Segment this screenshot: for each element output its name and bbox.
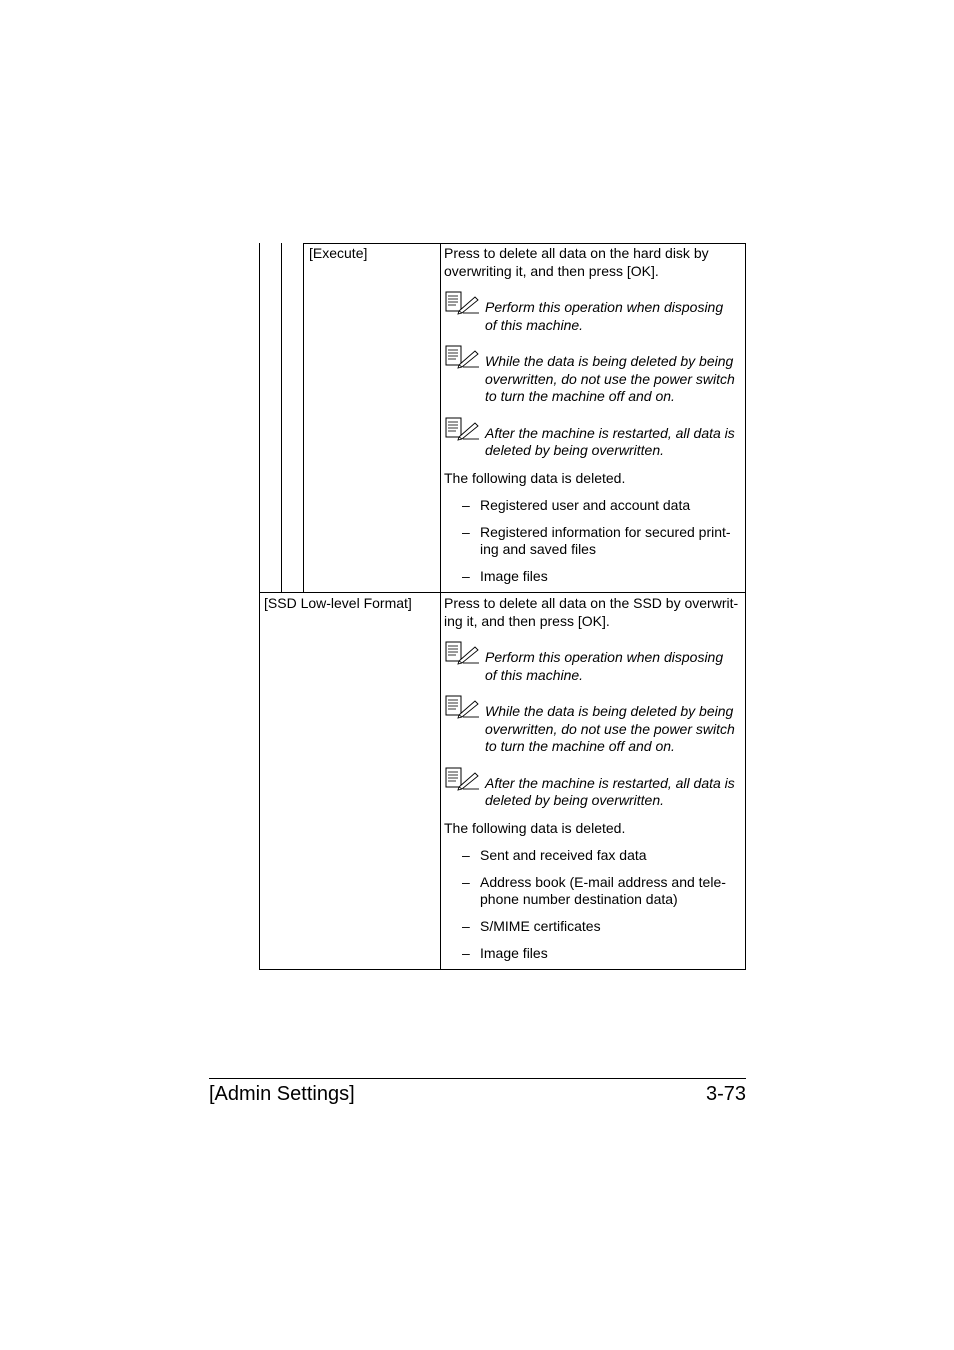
intro-line: ing it, and then press [OK]. <box>444 612 610 629</box>
note-pencil-icon <box>445 641 481 665</box>
description-intro <box>444 595 746 630</box>
note-text: Perform this operation when disposing of this machine. <box>485 299 724 333</box>
note-pencil-icon <box>445 767 481 791</box>
note-text: While the data is being deleted by being overwritten, do not use the power switch to turn the machine off and on. <box>485 353 735 404</box>
note-text: After the machine is restarted, all data is deleted by being overwritten. <box>485 774 735 808</box>
list-item: – S/MIME certificates <box>462 918 601 934</box>
note-pencil-icon <box>445 291 481 315</box>
setting-description-execute <box>444 245 746 586</box>
note <box>444 417 746 460</box>
dash-bullet: – <box>462 496 470 513</box>
list-item: – Sent and received fax data <box>462 846 647 863</box>
indent-border-2 <box>303 243 304 592</box>
table-row-ssd-low-level-format <box>259 593 746 970</box>
deleted-data-list <box>444 497 746 586</box>
deleted-data-intro: The following data is deleted. <box>444 819 626 836</box>
page-footer <box>209 1078 746 1109</box>
footer-page-number: 3-73 <box>705 1083 746 1105</box>
list-item: – Image files <box>462 945 548 961</box>
settings-table <box>259 243 746 970</box>
note <box>444 291 746 334</box>
setting-label-ssd-low-level-format: [SSD Low-level Format] <box>264 595 412 611</box>
dash-bullet: – <box>462 846 470 863</box>
dash-bullet: – <box>462 918 470 934</box>
dash-bullet: – <box>462 523 470 540</box>
note-text: Perform this operation when disposing of this machine. <box>485 649 724 683</box>
dash-bullet: – <box>462 873 470 890</box>
note <box>444 641 746 684</box>
setting-description-ssd <box>444 595 746 963</box>
row-top-border <box>303 243 746 244</box>
list-item: – Address book (E-mail address and tele- phone number destination data) <box>462 873 726 907</box>
note <box>444 695 746 756</box>
column-divider <box>440 593 441 969</box>
note-pencil-icon <box>445 417 481 441</box>
note-text: After the machine is restarted, all data is deleted by being overwritten. <box>485 424 735 458</box>
setting-label-execute: [Execute] <box>309 245 368 261</box>
list-item: – Image files <box>462 568 548 584</box>
note-pencil-icon <box>445 695 481 719</box>
intro-line: Press to delete all data on the hard disk by <box>444 245 709 261</box>
deleted-data-intro: The following data is deleted. <box>444 469 626 486</box>
dash-bullet: – <box>462 945 470 961</box>
description-intro <box>444 245 746 280</box>
deleted-data-list <box>444 847 746 963</box>
note-pencil-icon <box>445 345 481 369</box>
note <box>444 767 746 810</box>
outer-left-border <box>259 243 260 592</box>
note <box>444 345 746 406</box>
intro-line: Press to delete all data on the SSD by overwrit- <box>444 595 739 611</box>
footer-section-title: [Admin Settings] <box>209 1083 355 1105</box>
dash-bullet: – <box>462 568 470 584</box>
column-divider <box>440 243 441 592</box>
table-row-execute <box>259 243 746 593</box>
list-item: – Registered user and account data <box>462 496 691 513</box>
list-item: – Registered information for secured print- ing and saved files <box>462 523 731 557</box>
note-text: While the data is being deleted by being overwritten, do not use the power switch to turn the machine off and on. <box>485 703 735 754</box>
intro-line: overwriting it, and then press [OK]. <box>444 262 659 279</box>
indent-border-1 <box>281 243 282 592</box>
